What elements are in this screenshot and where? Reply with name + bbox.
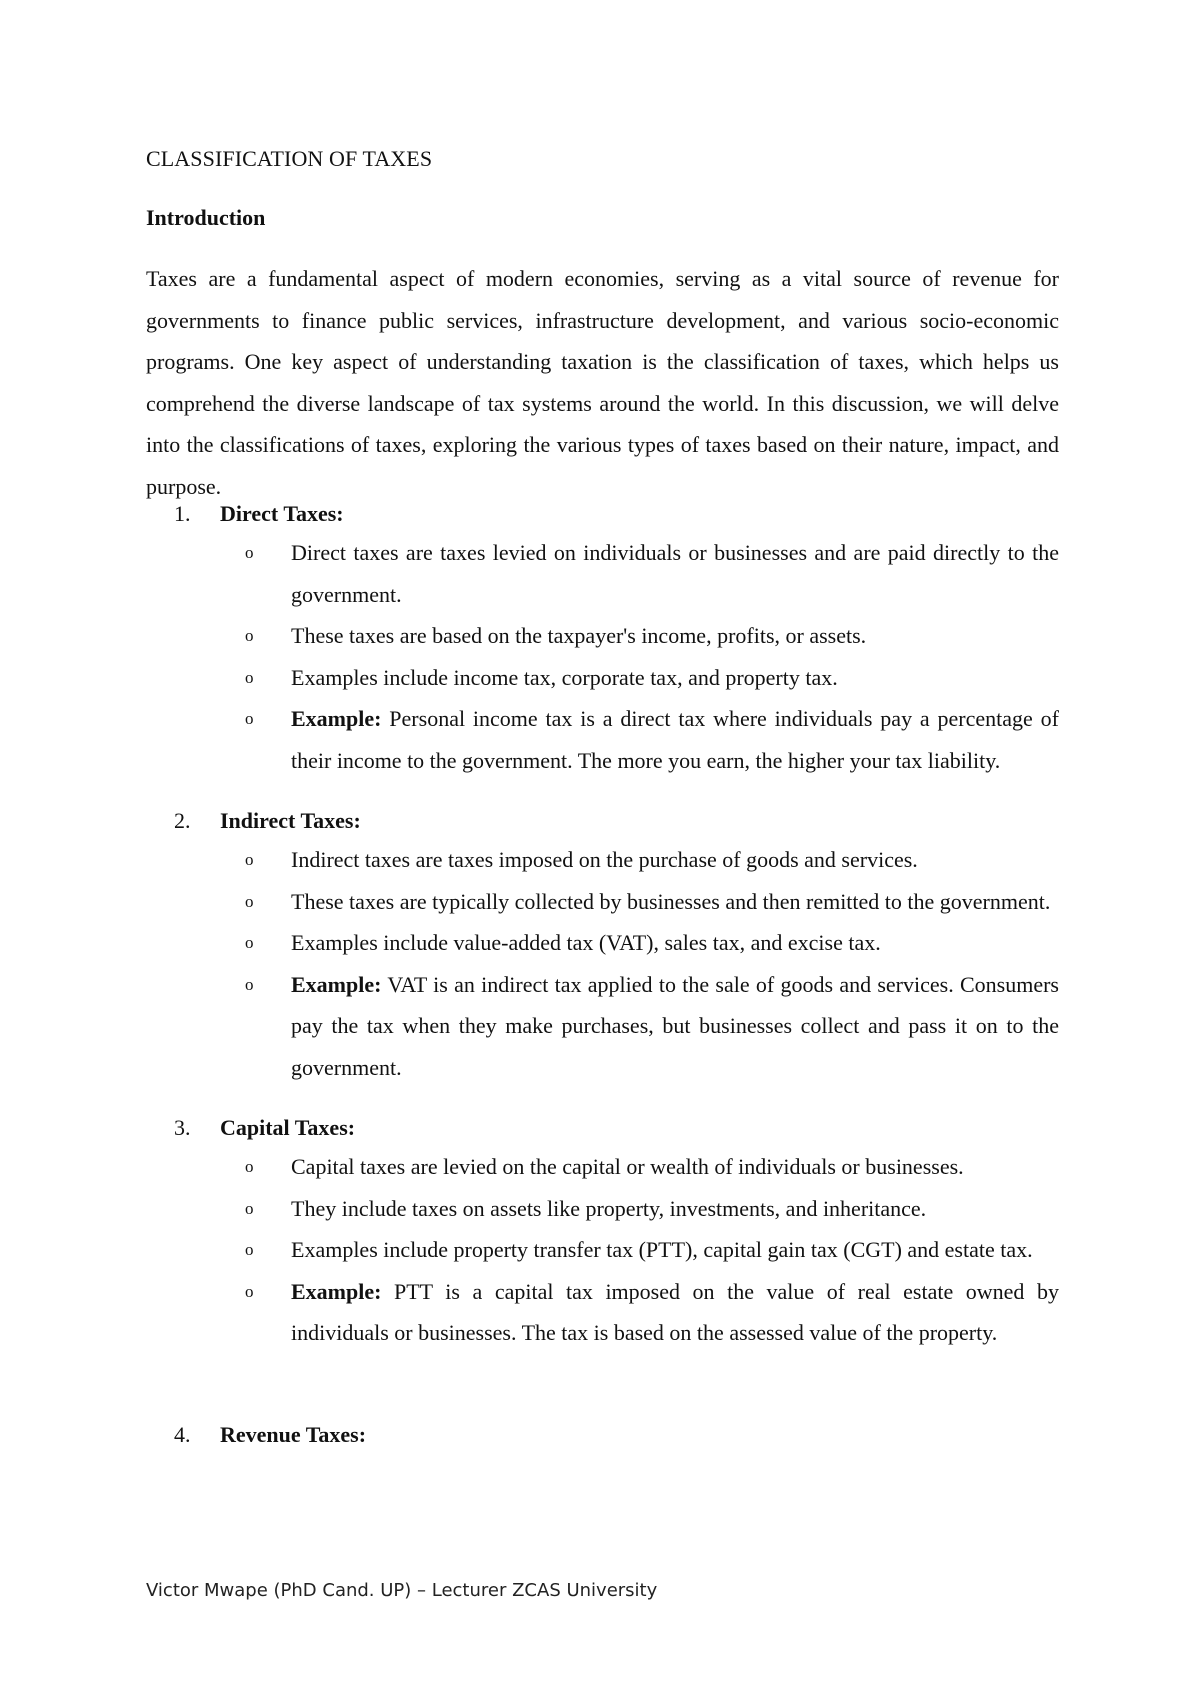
document-title: CLASSIFICATION OF TAXES [146, 146, 433, 171]
list-item: o Direct taxes are taxes levied on individuals or businesses and are paid directly to the government. [245, 532, 1059, 615]
section-number: 2. [174, 808, 191, 833]
bullet-marker: o [245, 667, 254, 687]
list-item: o These taxes are typically collected by businesses and then remitted to the government. [245, 881, 1059, 923]
bullet-marker: o [245, 709, 254, 728]
bullet-marker: o [245, 626, 254, 645]
section-title: Revenue Taxes: [220, 1422, 367, 1447]
intro-paragraph: Taxes are a fundamental aspect of modern economies, serving as a vital source of revenue for governments to finance public services, infrastructure development, and various socio-economic programs. One key aspect of understanding taxation is the classification of taxes, which helps us comprehend the diverse landscape of tax systems around the world. In this discussion, we will delve into the classifications of taxes, exploring the various types of taxes based on their nature, impact, and purpose. [146, 266, 1059, 499]
section-number: 4. [174, 1422, 191, 1447]
page-footer: Victor Mwape (PhD Cand. UP) – Lecturer ZCAS University [146, 1580, 658, 1601]
list-item: o Example: VAT is an indirect tax applied to the sale of goods and services. Consumers pay the tax when they make purchases, but businesses collect and pass it on to the government. [245, 964, 1059, 1089]
bullet-marker: o [245, 850, 254, 869]
list-item: o Examples include value-added tax (VAT), sales tax, and excise tax. [245, 922, 1059, 964]
intro-heading: Introduction [146, 205, 266, 230]
bullet-marker: o [245, 1198, 254, 1218]
section-title: Direct Taxes: [220, 501, 344, 526]
list-item: o Capital taxes are levied on the capital or wealth of individuals or businesses. [245, 1146, 1059, 1188]
bullet-marker: o [245, 891, 254, 911]
bullet-marker: o [245, 974, 254, 994]
list-item: o Example: Personal income tax is a direct tax where individuals pay a percentage of their income to the government. The more you earn, the higher your tax liability. [245, 698, 1059, 781]
bullet-marker: o [245, 1240, 254, 1259]
list-item: o These taxes are based on the taxpayer's income, profits, or assets. [245, 615, 1059, 657]
section-title: Indirect Taxes: [220, 808, 361, 833]
list-item: o Indirect taxes are taxes imposed on the purchase of goods and services. [245, 839, 1059, 881]
section-number: 1. [174, 501, 191, 526]
section-heading-indirect-taxes [174, 808, 361, 834]
bullet-marker: o [245, 933, 254, 952]
bullet-list-capital-taxes [245, 1146, 1059, 1354]
list-item: o Example: PTT is a capital tax imposed on the value of real estate owned by individuals or businesses. The tax is based on the assessed value of the property. [245, 1271, 1059, 1354]
bullet-marker: o [245, 1281, 254, 1301]
list-item: o They include taxes on assets like property, investments, and inheritance. [245, 1188, 1059, 1230]
bullet-list-indirect-taxes [245, 839, 1059, 1088]
list-item: o Examples include income tax, corporate tax, and property tax. [245, 657, 1059, 699]
bullet-list-direct-taxes [245, 532, 1059, 781]
section-heading-capital-taxes [174, 1115, 355, 1141]
bullet-marker: o [245, 543, 254, 562]
section-heading-revenue-taxes [174, 1422, 366, 1448]
section-heading-direct-taxes [174, 501, 344, 527]
list-item: o Examples include property transfer tax (PTT), capital gain tax (CGT) and estate tax. [245, 1229, 1059, 1271]
section-number: 3. [174, 1115, 191, 1140]
bullet-marker: o [245, 1157, 254, 1176]
section-title: Capital Taxes: [220, 1115, 356, 1140]
